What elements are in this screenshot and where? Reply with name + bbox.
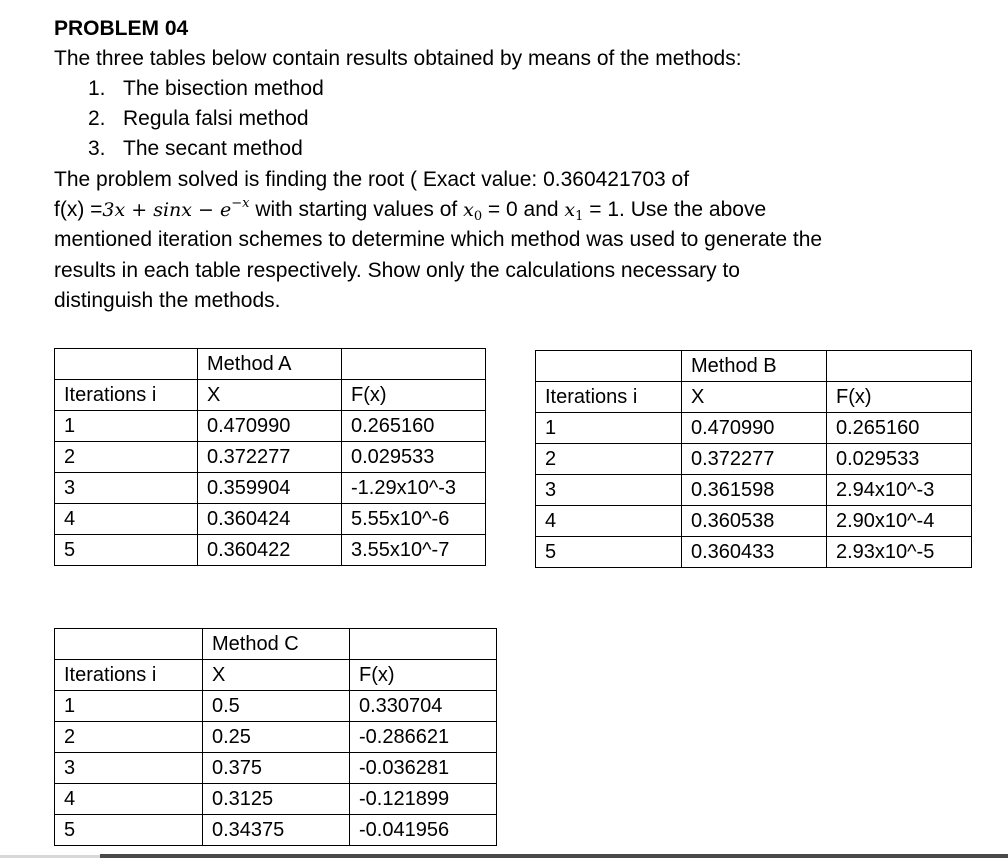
table-row bbox=[55, 691, 497, 722]
column-header: X bbox=[682, 382, 827, 413]
table-row bbox=[536, 444, 972, 475]
empty-cell bbox=[342, 349, 486, 380]
x-cell: 0.360424 bbox=[198, 504, 342, 535]
line2-prefix: f(x) = bbox=[54, 198, 103, 221]
method-c-table bbox=[54, 628, 497, 846]
fx-cell: 0.330704 bbox=[350, 691, 497, 722]
method-list-item bbox=[88, 136, 303, 162]
x0-symbol: $x_0$ bbox=[463, 199, 483, 224]
fx-cell: -1.29x10^-3 bbox=[342, 473, 486, 504]
table-header-row bbox=[55, 380, 486, 411]
x-cell: 0.3125 bbox=[203, 784, 350, 815]
column-header: X bbox=[198, 380, 342, 411]
x-cell: 0.372277 bbox=[682, 444, 827, 475]
list-number: 3. bbox=[88, 137, 106, 160]
x-cell: 0.372277 bbox=[198, 442, 342, 473]
table-row bbox=[55, 442, 486, 473]
iteration-cell: 4 bbox=[55, 504, 198, 535]
fx-cell: 0.265160 bbox=[342, 411, 486, 442]
iteration-cell: 5 bbox=[55, 535, 198, 566]
iteration-cell: 2 bbox=[536, 444, 682, 475]
list-number: 2. bbox=[88, 107, 106, 130]
line2-mid: with starting values of bbox=[249, 198, 464, 221]
iteration-cell: 4 bbox=[55, 784, 203, 815]
list-label: The secant method bbox=[123, 137, 303, 160]
fx-cell: -0.286621 bbox=[350, 722, 497, 753]
iteration-cell: 1 bbox=[55, 691, 203, 722]
problem-line-5: distinguish the methods. bbox=[54, 289, 281, 312]
column-header: F(x) bbox=[342, 380, 486, 411]
fx-cell: 5.55x10^-6 bbox=[342, 504, 486, 535]
intro-text: The three tables below contain results obtained by means of the methods: bbox=[54, 47, 742, 70]
iteration-cell: 2 bbox=[55, 442, 198, 473]
iteration-cell: 4 bbox=[536, 506, 682, 537]
table-row bbox=[536, 475, 972, 506]
method-b-table bbox=[535, 350, 972, 568]
iteration-cell: 3 bbox=[536, 475, 682, 506]
fx-cell: 0.029533 bbox=[342, 442, 486, 473]
x1-symbol: $x_1$ bbox=[564, 199, 584, 224]
table-row bbox=[55, 504, 486, 535]
list-label: Regula falsi method bbox=[123, 107, 309, 130]
table-title: Method B bbox=[682, 351, 827, 382]
list-number: 1. bbox=[88, 77, 106, 100]
problem-line-1: The problem solved is finding the root ( Exact value: 0.360421703 of bbox=[54, 168, 690, 191]
x-cell: 0.470990 bbox=[682, 413, 827, 444]
x-cell: 0.470990 bbox=[198, 411, 342, 442]
table-row bbox=[55, 753, 497, 784]
table-row bbox=[536, 413, 972, 444]
line2-suffix: = 1. Use the above bbox=[583, 198, 767, 221]
problem-line-4: results in each table respectively. Show only the calculations necessary to bbox=[54, 259, 740, 282]
table-title: Method C bbox=[203, 629, 350, 660]
table-row bbox=[55, 722, 497, 753]
fx-cell: 2.94x10^-3 bbox=[827, 475, 972, 506]
table-row bbox=[536, 506, 972, 537]
fx-cell: -0.121899 bbox=[350, 784, 497, 815]
fx-cell: 0.029533 bbox=[827, 444, 972, 475]
fx-cell: -0.041956 bbox=[350, 815, 497, 846]
iteration-cell: 1 bbox=[536, 413, 682, 444]
iteration-cell: 2 bbox=[55, 722, 203, 753]
iteration-cell: 5 bbox=[55, 815, 203, 846]
column-header: Iterations i bbox=[55, 660, 203, 691]
problem-line-3: mentioned iteration schemes to determine which method was used to generate the bbox=[54, 228, 823, 251]
x-cell: 0.360422 bbox=[198, 535, 342, 566]
x-cell: 0.34375 bbox=[203, 815, 350, 846]
empty-cell bbox=[350, 629, 497, 660]
method-a-table bbox=[54, 348, 486, 566]
table-title-row bbox=[55, 349, 486, 380]
function-formula: $3x + \sin x - e^{-x}$ bbox=[102, 196, 250, 221]
table-row bbox=[55, 784, 497, 815]
x-cell: 0.360433 bbox=[682, 537, 827, 568]
iteration-cell: 1 bbox=[55, 411, 198, 442]
table-row bbox=[55, 411, 486, 442]
column-header: Iterations i bbox=[536, 382, 682, 413]
iteration-cell: 3 bbox=[55, 473, 198, 504]
fx-cell: 2.93x10^-5 bbox=[827, 537, 972, 568]
x-cell: 0.5 bbox=[203, 691, 350, 722]
table-row bbox=[55, 473, 486, 504]
method-list-item bbox=[88, 76, 324, 102]
table-header-row bbox=[55, 660, 497, 691]
table-row bbox=[536, 537, 972, 568]
column-header: Iterations i bbox=[55, 380, 198, 411]
x-cell: 0.361598 bbox=[682, 475, 827, 506]
table-title-row bbox=[536, 351, 972, 382]
table-header-row bbox=[536, 382, 972, 413]
empty-cell bbox=[55, 349, 198, 380]
horizontal-scrollbar[interactable] bbox=[100, 854, 1008, 858]
line2-eq0: = 0 and bbox=[482, 198, 565, 221]
list-label: The bisection method bbox=[123, 77, 324, 100]
method-list-item bbox=[88, 106, 309, 132]
fx-cell: 3.55x10^-7 bbox=[342, 535, 486, 566]
table-title-row bbox=[55, 629, 497, 660]
x-cell: 0.360538 bbox=[682, 506, 827, 537]
fx-cell: 0.265160 bbox=[827, 413, 972, 444]
table-row bbox=[55, 815, 497, 846]
table-row bbox=[55, 535, 486, 566]
fx-cell: -0.036281 bbox=[350, 753, 497, 784]
x-cell: 0.25 bbox=[203, 722, 350, 753]
empty-cell bbox=[827, 351, 972, 382]
column-header: F(x) bbox=[350, 660, 497, 691]
x-cell: 0.359904 bbox=[198, 473, 342, 504]
x-cell: 0.375 bbox=[203, 753, 350, 784]
table-title: Method A bbox=[198, 349, 342, 380]
column-header: X bbox=[203, 660, 350, 691]
problem-line-2 bbox=[54, 197, 766, 223]
column-header: F(x) bbox=[827, 382, 972, 413]
empty-cell bbox=[55, 629, 203, 660]
empty-cell bbox=[536, 351, 682, 382]
iteration-cell: 3 bbox=[55, 753, 203, 784]
iteration-cell: 5 bbox=[536, 537, 682, 568]
problem-title: PROBLEM 04 bbox=[54, 17, 189, 40]
fx-cell: 2.90x10^-4 bbox=[827, 506, 972, 537]
